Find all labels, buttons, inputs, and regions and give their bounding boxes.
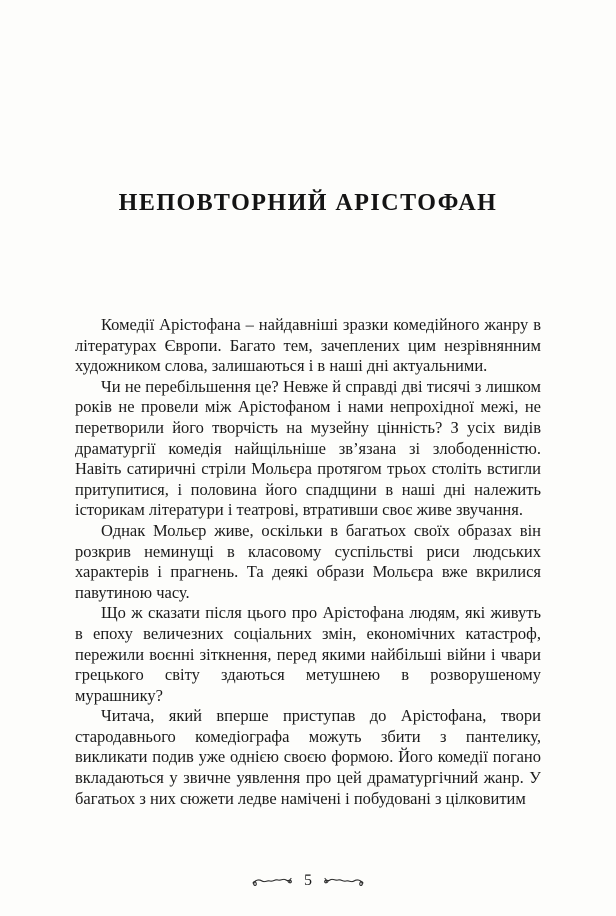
- body-text: [0, 315, 616, 809]
- paragraph-5: Читача, який вперше приступав до Арістофана, твори стародавнього комедіографа можуть збити з пантелику, викликати подив уже однією своєю формою. Його комедії погано вкладаються у звичне уявлення про цей драматургічний жанр. У багатьох з них сюжети ледве намічені і побудовані з цілковитим: [75, 706, 541, 808]
- page-number: 5: [304, 872, 312, 889]
- paragraph-3: Однак Мольєр живе, оскільки в багатьох своїх образах він розкрив неминущі в класовому суспільстві риси людських характерів і прагнень. Та деякі образи Мольєра вже вкрилися павутиною часу.: [75, 520, 541, 602]
- page-footer: [0, 872, 616, 890]
- flourish-left-icon: [252, 875, 292, 887]
- paragraph-1: Комедії Арістофана – найдавніші зразки комедійного жанру в літературах Європи. Багато тем, зачеплених цим незрівнянним художником слова, залишаються і в наші дні актуальними.: [75, 315, 541, 376]
- flourish-right-icon: [324, 875, 364, 887]
- chapter-title: НЕПОВТОРНИЙ АРІСТОФАН: [118, 190, 498, 216]
- paragraph-2: Чи не перебільшення це? Невже й справді дві тисячі з лишком років не провели між Арістофаном і нами непрохідної межі, не перетворили його творчість на музейну цінність? З усіх видів драматургії комедія найщільніше зв’язана зі злободенністю. Навіть сатиричні стріли Мольєра протягом трьох століть встигли притупитися, і половина його спадщини в наші дні належить історикам літератури і театрові, втративши своє живе звучання.: [75, 376, 541, 520]
- paragraph-4: Що ж сказати після цього про Арістофана людям, які живуть в епоху величезних соціальних змін, економічних катастроф, пережили воєнні зіткнення, перед якими найбільші війни і чвари грецького світу здаються метушнею в розворушеному мурашнику?: [75, 603, 541, 705]
